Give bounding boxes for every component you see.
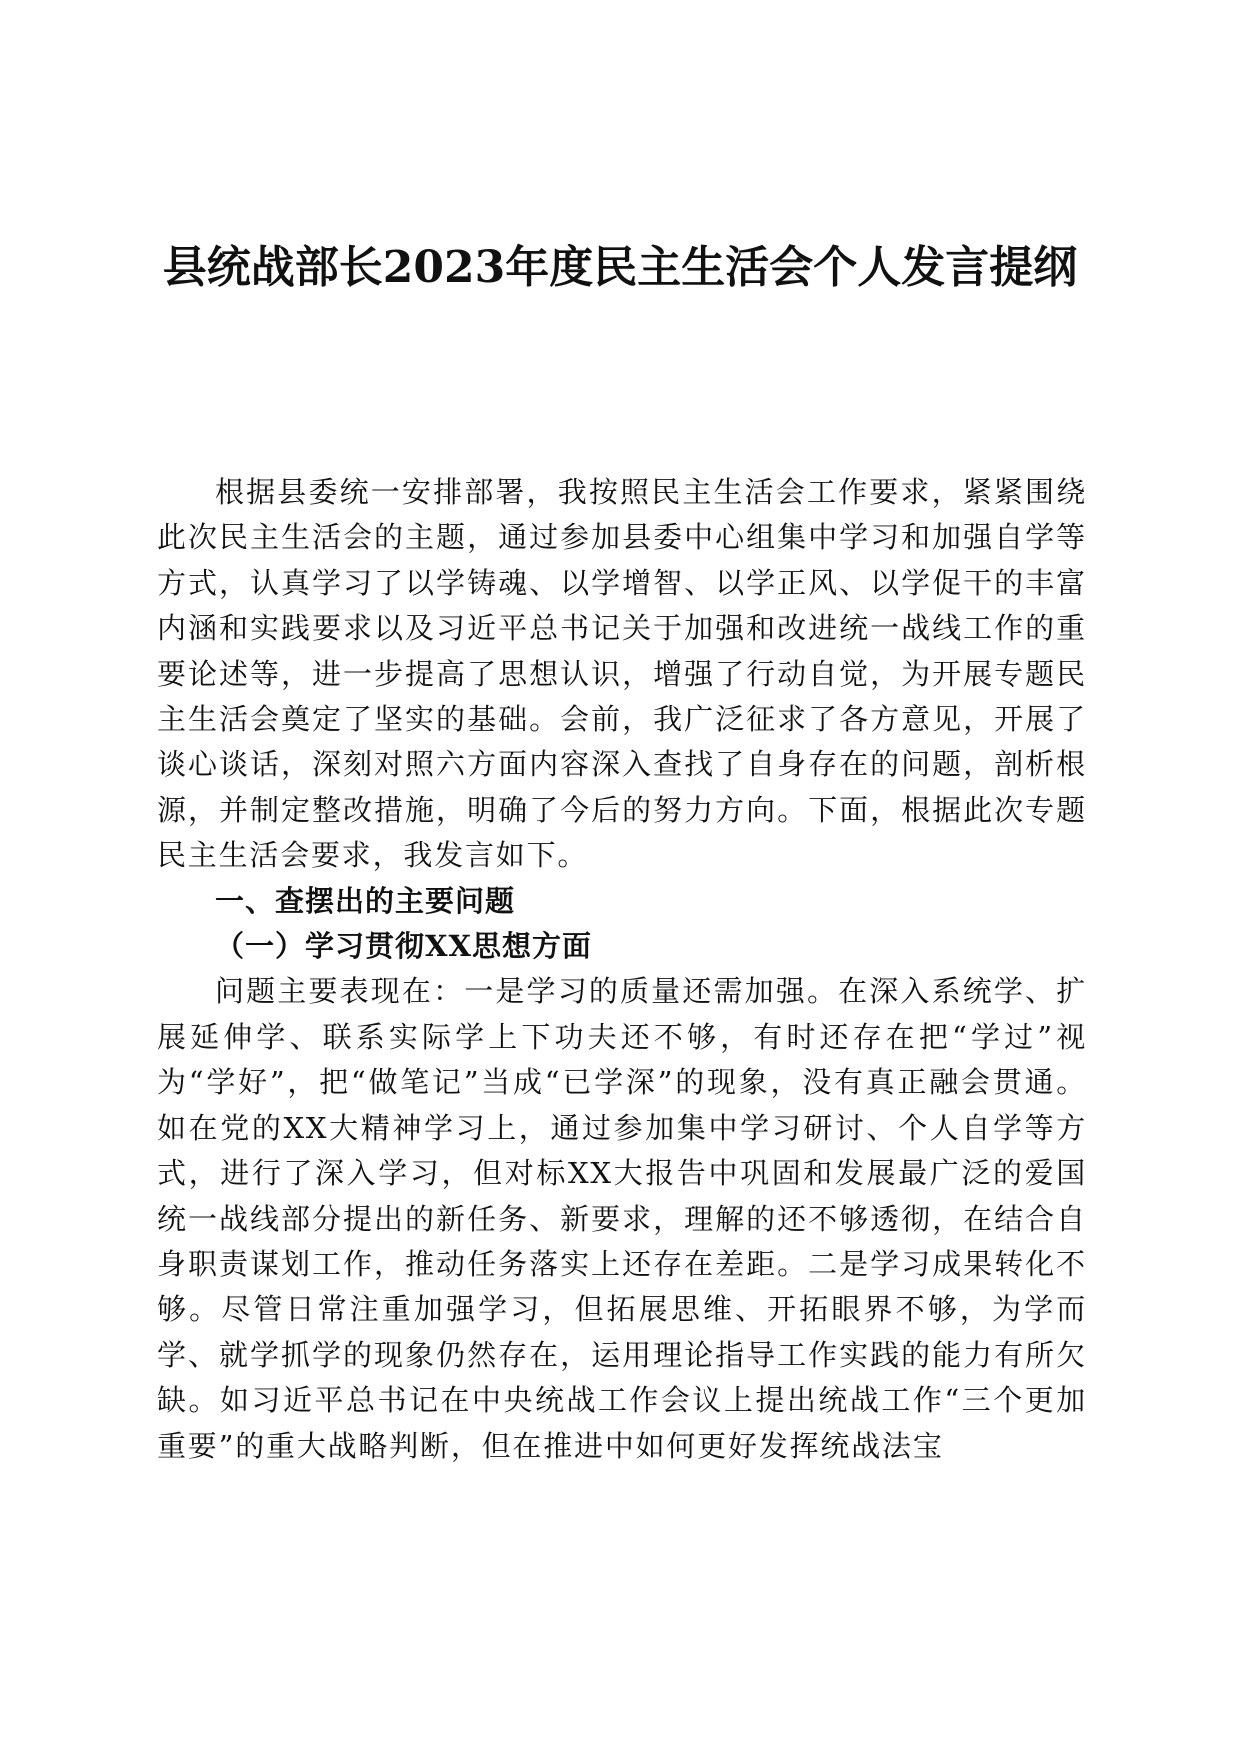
subsection-heading: （一）学习贯彻XX思想方面 xyxy=(215,929,593,964)
intro-paragraph: 根据县委统一安排部署，我按照民主生活会工作要求，紧紧围绕此次民主生活会的主题，通过参加县委中心组集中学习和加强自学等方式，认真学习了以学铸魂、以学增智、以学正风、以学促干的丰富内涵和实践要求以及习近平总书记关于加强和改进统一战线工作的重要论述等，进一步提高了思想认识，增强了行动自觉，为开展专题民主生活会奠定了坚实的基础。会前，我广泛征求了各方意见，开展了谈心谈话，深刻对照六方面内容深入查找了自身存在的问题，剖析根源，并制定整改措施，明确了今后的努力方向。下面，根据此次专题民主生活会要求，我发言如下。 xyxy=(157,475,1087,873)
section-heading: 一、查摆出的主要问题 xyxy=(215,883,516,918)
document-title: 县统战部长2023年度民主生活会个人发言提纲 xyxy=(162,242,1078,293)
subsection-paragraph: 问题主要表现在：一是学习的质量还需加强。在深入系统学、扩展延伸学、联系实际学上下功夫还不够，有时还存在把“学过”视为“学好”，把“做笔记”当成“已学深”的现象，没有真正融会贯通。如在党的XX大精神学习上，通过参加集中学习研讨、个人自学等方式，进行了深入学习，但对标XX大报告中巩固和发展最广泛的爱国统一战线部分提出的新任务、新要求，理解的还不够透彻，在结合自身职责谋划工作，推动任务落实上还存在差距。二是学习成果转化不够。尽管日常注重加强学习，但拓展思维、开拓眼界不够，为学而学、就学抓学的现象仍然存在，运用理论指导工作实践的能力有所欠缺。如习近平总书记在中央统战工作会议上提出统战工作“三个更加重要”的重大战略判断，但在推进中如何更好发挥统战法宝 xyxy=(157,974,1087,1463)
document-body xyxy=(157,470,1087,1469)
